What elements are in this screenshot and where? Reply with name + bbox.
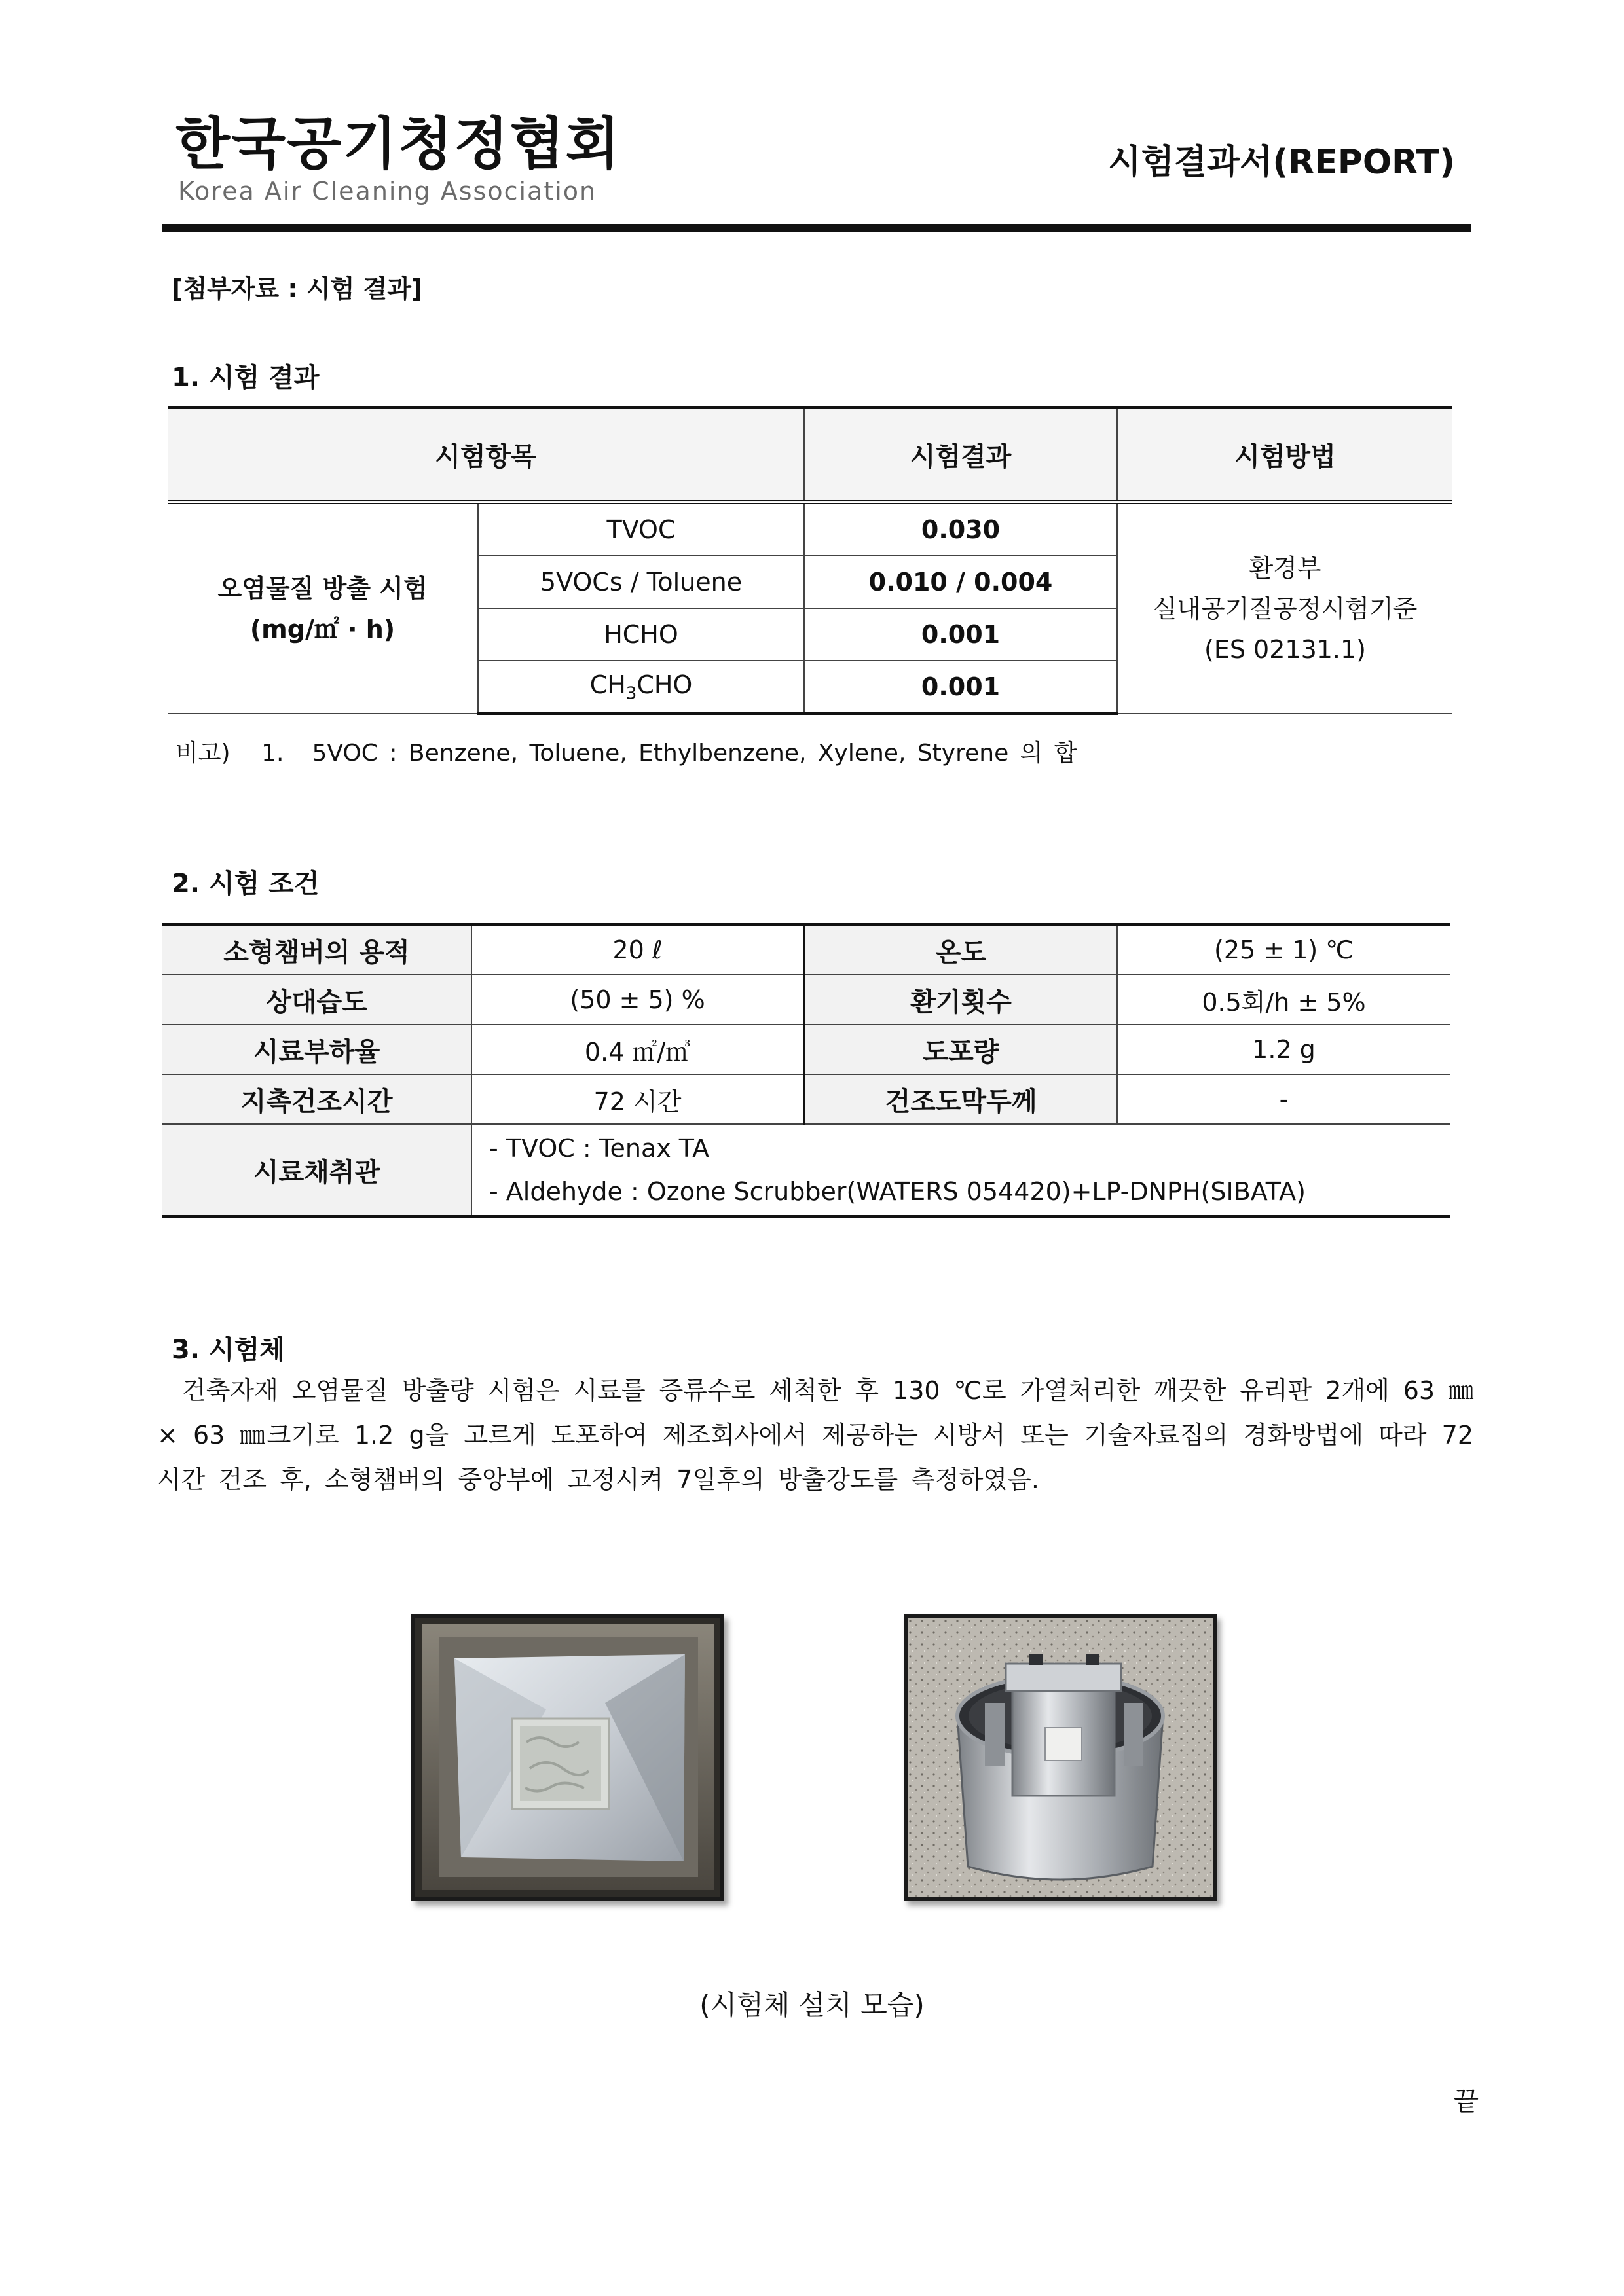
condition-label: 지촉건조시간 <box>162 1074 471 1124</box>
formula-part: CHO <box>637 670 693 699</box>
specimen-photo-chamber-top <box>411 1614 724 1901</box>
header-test-item: 시험항목 <box>168 407 804 502</box>
organization-name-english: Korea Air Cleaning Association <box>178 177 597 206</box>
section3-title: 3. 시험체 <box>172 1335 285 1365</box>
group-unit: (mg/㎡ · h) <box>249 614 396 644</box>
result-cell: 0.010 / 0.004 <box>804 556 1117 608</box>
remark-text: 5VOC : Benzene, Toluene, Ethylbenzene, Xylene, Styrene 의 합 <box>312 740 1077 767</box>
chamber-side-illustration <box>908 1618 1213 1897</box>
attachment-title: [첨부자료 : 시험 결과] <box>172 274 423 303</box>
condition-value: - <box>1117 1074 1450 1124</box>
formula-part: CH <box>589 670 626 699</box>
pollutant-emission-group <box>168 502 478 714</box>
condition-label: 시료부하율 <box>162 1025 471 1074</box>
method-line: 환경부 <box>1249 553 1321 583</box>
specimen-text: 건축자재 오염물질 방출량 시험은 시료를 증류수로 세척한 후 130 ℃로 가열처리한 깨끗한 유리판 2개에 63 ㎜ × 63 ㎜크기로 1.2 g을 고르게 도포하여 제조회사에서 제공하는 시방서 또는 기술자료집의 경화방법에 따라 72 시간 건조 후, 소형챔버의 중앙부에 고정시켜 7일후의 방출강도를 측정하였음. <box>157 1376 1473 1494</box>
sampling-line: - Aldehyde : Ozone Scrubber(WATERS 054420)+LP-DNPH(SIBATA) <box>489 1177 1306 1206</box>
condition-value: (25 ± 1) ℃ <box>1117 924 1450 975</box>
condition-label: 소형챔버의 용적 <box>162 924 471 975</box>
condition-label: 도포량 <box>804 1025 1117 1074</box>
remark-number: 1. <box>261 740 284 767</box>
chamber-top-illustration <box>415 1618 720 1897</box>
method-line: (ES 02131.1) <box>1204 634 1366 664</box>
result-cell: 0.030 <box>804 502 1117 556</box>
end-mark: 끝 <box>1453 2086 1479 2117</box>
condition-label: 상대습도 <box>162 975 471 1025</box>
condition-value: 1.2 g <box>1117 1025 1450 1074</box>
section2-title: 2. 시험 조건 <box>172 869 320 899</box>
report-title: 시험결과서(REPORT) <box>1108 143 1455 182</box>
condition-label: 온도 <box>804 924 1117 975</box>
specimen-photo-chamber-side <box>904 1614 1217 1901</box>
condition-value: (50 ± 5) % <box>471 975 804 1025</box>
condition-value: 72 시간 <box>471 1074 804 1124</box>
header-test-result: 시험결과 <box>804 407 1117 502</box>
formula-subscript: 3 <box>625 683 637 704</box>
test-results-table <box>168 406 1452 715</box>
remark-label: 비고) <box>175 740 231 767</box>
sampling-tube-value <box>471 1124 1450 1216</box>
table-header-row <box>168 407 1452 502</box>
item-cell: 5VOCs / Toluene <box>478 556 804 608</box>
photo-caption: (시험체 설치 모습) <box>699 1989 925 2021</box>
item-cell: TVOC <box>478 502 804 556</box>
condition-value: 0.5회/h ± 5% <box>1117 975 1450 1025</box>
table-row <box>162 924 1450 975</box>
header-test-method: 시험방법 <box>1117 407 1452 502</box>
section1-title: 1. 시험 결과 <box>172 363 320 393</box>
specimen-description <box>157 1368 1473 1502</box>
table-row <box>162 1025 1450 1074</box>
test-conditions-table <box>162 923 1450 1218</box>
condition-label: 환기횟수 <box>804 975 1117 1025</box>
item-cell <box>478 661 804 714</box>
item-cell: HCHO <box>478 608 804 661</box>
table-row <box>162 975 1450 1025</box>
header-divider <box>162 224 1471 232</box>
remark-note <box>175 735 1077 768</box>
table-row <box>162 1074 1450 1124</box>
condition-label: 건조도막두께 <box>804 1074 1117 1124</box>
test-method-cell <box>1117 502 1452 714</box>
organization-name-korean: 한국공기청정협회 <box>175 111 621 177</box>
table-row <box>162 1124 1450 1216</box>
condition-value: 20 ℓ <box>471 924 804 975</box>
sampling-line: - TVOC : Tenax TA <box>489 1134 710 1163</box>
table-row <box>168 502 1452 556</box>
result-cell: 0.001 <box>804 661 1117 714</box>
result-cell: 0.001 <box>804 608 1117 661</box>
group-label: 오염물질 방출 시험 <box>217 574 428 603</box>
condition-value: 0.4 ㎡/㎥ <box>471 1025 804 1074</box>
method-line: 실내공기질공정시험기준 <box>1153 594 1418 623</box>
sampling-tube-label: 시료채취관 <box>162 1124 471 1216</box>
